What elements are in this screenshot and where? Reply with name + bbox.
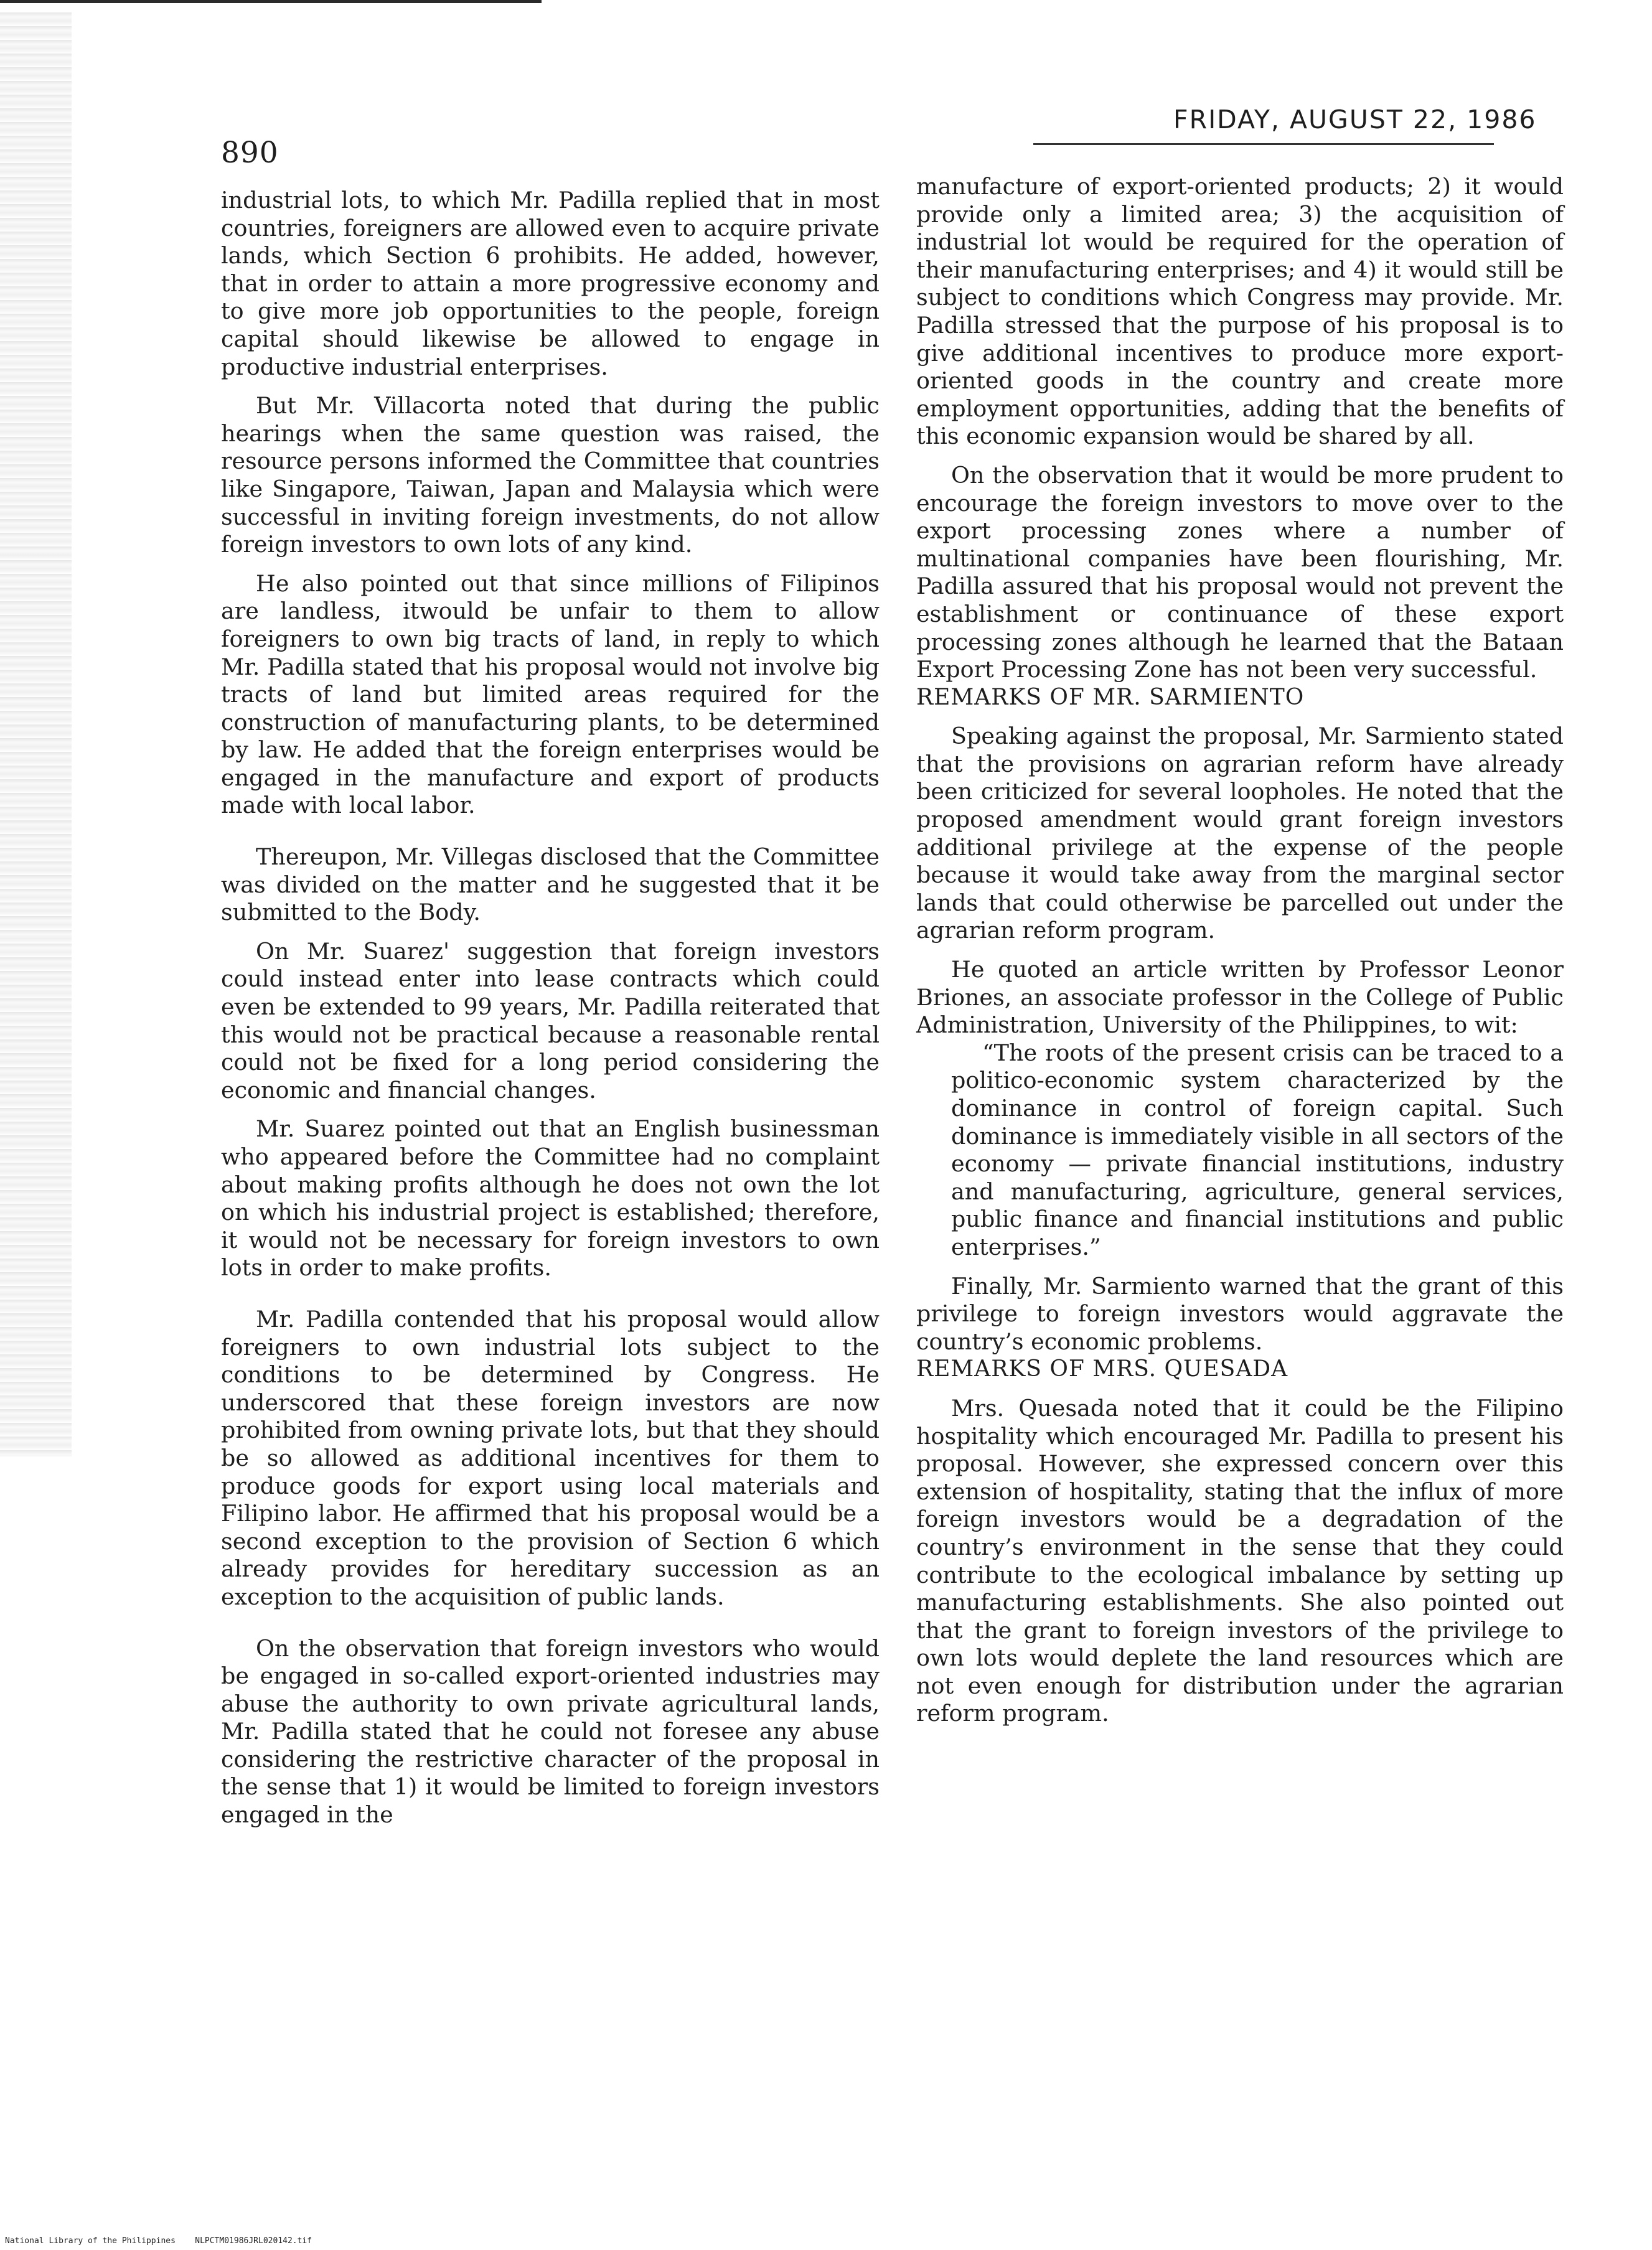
paragraph: Thereupon, Mr. Villegas disclosed that the Committee was divided on the matter and he suggested that it be submitted to the Body. [221,843,880,926]
scan-footer [5,2236,312,2246]
paragraph: industrial lots, to which Mr. Padilla replied that in most countries, foreigners are allowed even to acquire private lands, which Section 6 prohibits. He added, however, that in order to attain a more progressive economy and to give more job opportunities to the people, foreign capital should likewise be allowed to engage in productive industrial enterprises. [221,187,880,380]
paragraph: On Mr. Suarez' suggestion that foreign investors could instead enter into lease contracts which could even be extended to 99 years, Mr. Padilla reiterated that this would not be practical because a reasonable rental could not be fixed for a long period considering the economic and financial changes. [221,937,880,1104]
paragraph: But Mr. Villacorta noted that during the public hearings when the same question was raised, the resource persons informed the Committee that countries like Singapore, Taiwan, Japan and Malaysia which were successful in inviting foreign investments, do not allow foreign investors to own lots of any kind. [221,392,880,558]
scan-filename: NLPCTM01986JRL020142.tif [195,2236,312,2246]
page-number: 890 [221,136,279,170]
section-heading-sarmiento: REMARKS OF MR. SARMIENTO [916,684,1305,710]
library-credit: National Library of the Philippines [5,2236,176,2246]
paragraph: Speaking against the proposal, Mr. Sarmiento stated that the provisions on agrarian reform have already been criticized for several loopholes. He noted that the proposed amendment would grant foreign investors additional privilege at the expense of the people because it would take away from the marginal sector lands that could otherwise be parcelled out under the agrarian reform program. [916,723,1564,944]
paragraph: He also pointed out that since millions of Filipinos are landless, itwould be unfair to them to allow foreigners to own big tracts of land, in reply to which Mr. Padilla stated that his proposal would not involve big tracts of land but limited areas required for the construction of manufacturing plants, to be determined by law. He added that the foreign enterprises would be engaged in the manufacture and export of products made with local labor. [221,570,880,819]
section-heading-quesada: REMARKS OF MRS. QUESADA [916,1356,1288,1382]
scan-top-rule [0,0,542,3]
paragraph: Mr. Padilla contended that his proposal would allow foreigners to own industrial lots subject to the conditions to be determined by Congress. He underscored that these foreign investors are now prohibited from owning private lots, but that they should be so allowed as additional incentives for them to produce goods for export using local materials and Filipino labor. He affirmed that his proposal would be a second exception to the provision of Section 6 which already provides for hereditary succession as an exception to the acquisition of public lands. [221,1305,880,1610]
paragraph: Mrs. Quesada noted that it could be the Filipino hospitality which encouraged Mr. Padilla to present his proposal. However, she expressed concern over this extension of hospitality, stating that the influx of more foreign investors would be a degradation of the country’s environment in the sense that they could contribute to the ecological imbalance by setting up manufacturing establishments. She also pointed out that the grant to foreign investors of the privilege to own lots would deplete the land resources which are not even enough for distribution under the agrarian reform program. [916,1394,1564,1727]
header-rule [1033,143,1494,145]
paragraph: Finally, Mr. Sarmiento warned that the grant of this privilege to foreign investors would aggravate the country’s economic problems. [916,1272,1564,1355]
paragraph: On the observation that foreign investors who would be engaged in so-called export-oriented industries may abuse the authority to own private agricultural lands, Mr. Padilla stated that he could not foresee any abuse considering the restrictive character of the proposal in the sense that 1) it would be limited to foreign investors engaged in the [221,1634,880,1829]
paragraph: He quoted an article written by Professor Leonor Briones, an associate professor in the College of Public Administration, University of the Philippines, to wit: [916,956,1564,1039]
scan-binding-edge [0,12,72,1456]
paragraph: Mr. Suarez pointed out that an English businessman who appeared before the Committee had no complaint about making profits although he does not own the lot on which his industrial project is established; therefore, it would not be necessary for foreign investors to own lots in order to make profits. [221,1115,880,1282]
paragraph: On the observation that it would be more prudent to encourage the foreign investors to move over to the export processing zones where a number of multinational companies have been flourishing, Mr. Padilla assured that his proposal would not prevent the establishment or continuance of these export processing zones although he learned that the Bataan Export Processing Zone has not been very successful. [916,461,1564,683]
right-column [916,173,1564,1728]
paragraph: manufacture of export-oriented products; 2) it would provide only a limited area; 3) the acquisition of industrial lot would be required for the operation of their manufacturing enterprises; and 4) it would still be subject to conditions which Congress may provide. Mr. Padilla stressed that the purpose of his proposal is to give additional incentives to produce more export-oriented goods in the country and create more employment opportunities, adding that the benefits of this economic expansion would be shared by all. [916,173,1564,450]
block-quote: “The roots of the present crisis can be traced to a politico-economic system characterized by the dominance in control of foreign capital. Such dominance is immediately visible in all sectors of the economy — private financial institutions, industry and manufacturing, agriculture, general services, public finance and financial institutions and public enterprises.” [951,1039,1564,1260]
session-date: FRIDAY, AUGUST 22, 1986 [1173,105,1537,134]
left-column [221,187,880,1829]
